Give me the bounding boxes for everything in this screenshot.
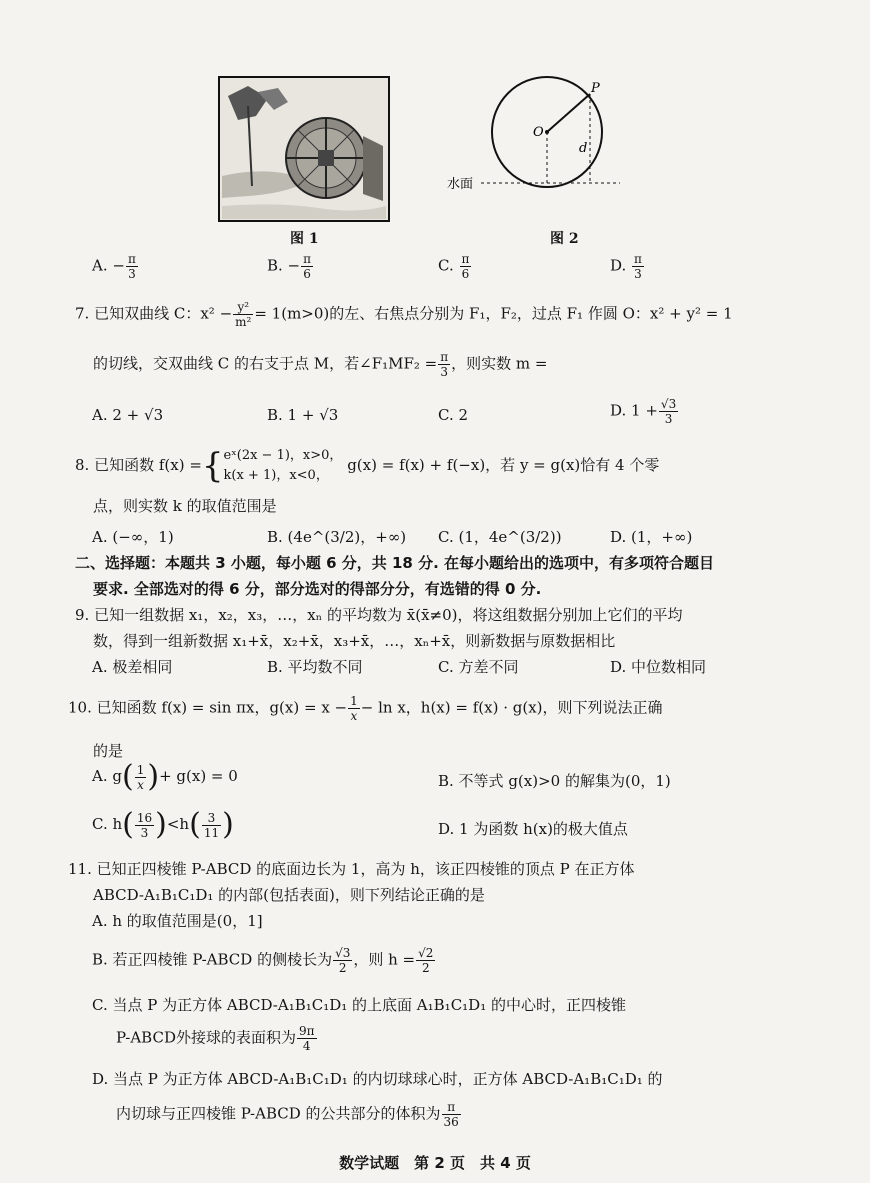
q11-option-d-line-1: D. 当点 P 为正方体 ABCD-A₁B₁C₁D₁ 的内切球球心时，正方体 ABCD-A₁B₁C₁D₁ 的 bbox=[92, 1070, 663, 1088]
section-2-heading-line-2: 要求. 全部选对的得 6 分，部分选对的得部分分，有选错的得 0 分. bbox=[93, 580, 542, 598]
q10-option-d: D. 1 为函数 h(x)的极大值点 bbox=[438, 820, 628, 838]
q10-line-2: 的是 bbox=[93, 742, 124, 760]
q8-option-d: D. (1，+∞) bbox=[610, 528, 693, 546]
q7-option-a: A. 2 + √3 bbox=[92, 406, 164, 424]
waterwheel-illustration bbox=[218, 76, 390, 222]
piece-2: k(x + 1)，x<0， bbox=[223, 468, 329, 483]
point-p-label: P bbox=[591, 81, 600, 96]
section-2-heading-line-1: 二、选择题：本题共 3 小题，每小题 6 分，共 18 分. 在每小题给出的选项中，有多项符合题目 bbox=[75, 554, 715, 572]
q6-option-c: C. $\frac{\pi}{6}$ bbox=[438, 252, 470, 281]
q10-line-1: 10. 已知函数 f(x) = sin πx，g(x) = x − $\frac{1}{x}$ − ln x，h(x) = f(x) · g(x)，则下列说法正确 bbox=[68, 694, 663, 723]
circle-diagram bbox=[445, 76, 625, 222]
q11-line-2: ABCD-A₁B₁C₁D₁ 的内部(包括表面)，则下列结论正确的是 bbox=[93, 886, 485, 904]
q11-option-c-line-1: C. 当点 P 为正方体 ABCD-A₁B₁C₁D₁ 的上底面 A₁B₁C₁D₁ 的中心时，正四棱锥 bbox=[92, 996, 626, 1014]
q9-line-1: 9. 已知一组数据 x₁，x₂，x₃，…，xₙ 的平均数为 x̄(x̄≠0)，将这组数据分别加上它们的平均 bbox=[75, 606, 683, 624]
q8-line-1: 8. 已知函数 f(x) ={ eˣ(2x − 1)，x>0， k(x + 1)，x<0， g(x) = f(x) + f(−x)，若 y = g(x)恰有 4 个零 bbox=[75, 446, 660, 486]
q9-option-c: C. 方差不同 bbox=[438, 658, 519, 676]
q11-option-a: A. h 的取值范围是(0，1] bbox=[92, 912, 263, 930]
q7-option-b: B. 1 + √3 bbox=[267, 406, 339, 424]
q10-option-b: B. 不等式 g(x)>0 的解集为(0，1) bbox=[438, 772, 671, 790]
q6-option-a: A. − $\frac{\pi}{3}$ bbox=[92, 252, 136, 281]
q11-line-1: 11. 已知正四棱锥 P-ABCD 的底面边长为 1，高为 h，该正四棱锥的顶点 P 在正方体 bbox=[68, 860, 635, 878]
q7-line-2: 的切线，交双曲线 C 的右支于点 M，若∠F₁MF₂ = $\frac{\pi}{3}$ ，则实数 m = bbox=[93, 350, 548, 379]
piece-1: eˣ(2x − 1)，x>0， bbox=[223, 448, 343, 463]
figure-2-diagram bbox=[445, 76, 625, 222]
q8-option-c: C. (1，4e^(3/2)) bbox=[438, 528, 562, 546]
q8-line-2: 点，则实数 k 的取值范围是 bbox=[93, 497, 277, 515]
q10-option-a: A. g( $\frac{1}{x}$ )+ g(x) = 0 bbox=[92, 759, 238, 794]
q9-option-a: A. 极差相同 bbox=[92, 658, 173, 676]
q6-option-d: D. $\frac{\pi}{3}$ bbox=[610, 252, 642, 281]
q8-option-b: B. (4e^(3/2)，+∞) bbox=[267, 528, 407, 546]
q7-option-d: D. 1 + $\frac{√3}{3}$ bbox=[610, 397, 677, 426]
q11-option-d-line-2: 内切球与正四棱锥 P-ABCD 的公共部分的体积为 $\frac{\pi}{36}$ bbox=[116, 1100, 459, 1129]
figure-1-caption: 图 1 bbox=[290, 231, 319, 247]
q8-option-a: A. (−∞，1) bbox=[92, 528, 174, 546]
q9-option-b: B. 平均数不同 bbox=[267, 658, 363, 676]
q6-option-b: B. − $\frac{\pi}{6}$ bbox=[267, 252, 312, 281]
q9-option-d: D. 中位数相同 bbox=[610, 658, 707, 676]
q10-option-c: C. h( $\frac{16}{3}$ )<h( $\frac{3}{11}$ ) bbox=[92, 807, 234, 842]
page-footer: 数学试题 第 2 页 共 4 页 bbox=[339, 1154, 531, 1172]
figure-2-caption: 图 2 bbox=[550, 231, 579, 247]
figure-1-waterwheel bbox=[218, 76, 390, 222]
water-surface-label: 水面 bbox=[447, 177, 474, 192]
q7-line-1: 7. 已知双曲线 C：x² − $\frac{\text{y²}}{\text{m²}}$ = 1(m>0)的左、右焦点分别为 F₁，F₂，过点 F₁ 作圆 O：x² + y² = 1 bbox=[75, 300, 733, 329]
q11-option-c-line-2: P-ABCD外接球的表面积为 $\frac{9\pi}{4}$ bbox=[116, 1024, 315, 1053]
distance-d-label: d bbox=[579, 141, 588, 156]
q9-line-2: 数，得到一组新数据 x₁+x̄，x₂+x̄，x₃+x̄，…，xₙ+x̄，则新数据与原数据相比 bbox=[93, 632, 616, 650]
point-o-label: O bbox=[533, 125, 544, 140]
q11-option-b: B. 若正四棱锥 P-ABCD 的侧棱长为 $\frac{√3}{2}$ ，则 h = $\frac{√2}{2}$ bbox=[92, 946, 434, 975]
q7-option-c: C. 2 bbox=[438, 406, 469, 424]
